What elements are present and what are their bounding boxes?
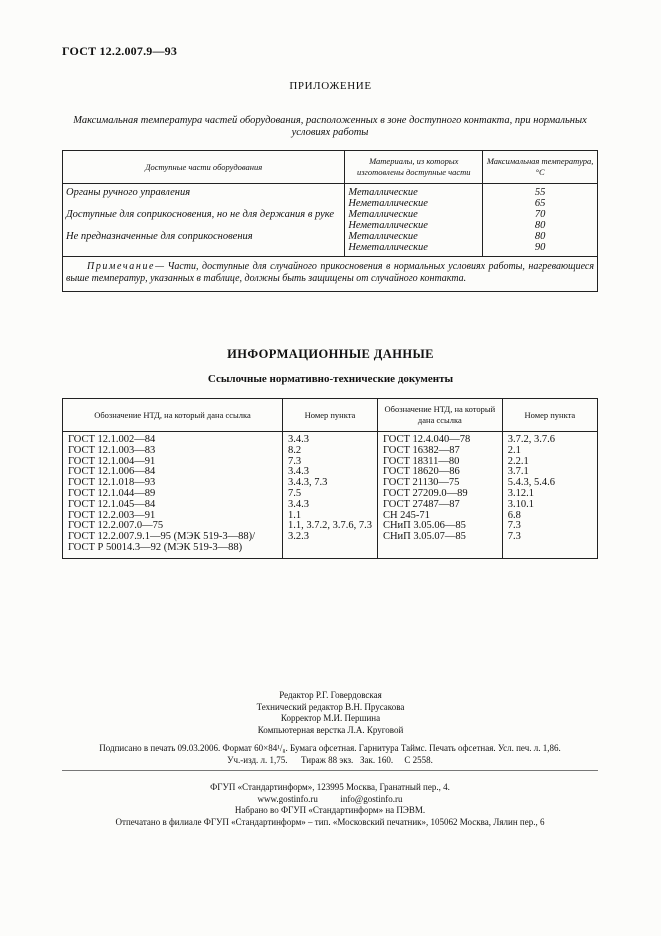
ntd-reference: ГОСТ 12.2.003—91 [68, 509, 156, 521]
material-cell: Неметаллические [348, 198, 428, 209]
appendix-title: ПРИЛОЖЕНИЕ [289, 80, 372, 92]
credit-tech-editor: Технический редактор В.Н. Прусакова [256, 701, 405, 712]
credit-corrector: Корректор М.И. Першина [280, 713, 381, 723]
item-number: 3.10.1 [507, 498, 534, 510]
ntd-reference: ГОСТ 12.1.045—84 [68, 498, 156, 510]
temperature-cell: 70 [534, 209, 546, 220]
footer-address: ФГУП «Стандартинформ», 123995 Москва, Гранатный пер., 4. [210, 782, 450, 792]
note-label: Примечание [87, 261, 156, 272]
temperature-cell: 90 [534, 242, 546, 253]
temperature-cell: 80 [534, 231, 546, 242]
items-right-column [502, 432, 597, 559]
ntd-reference: ГОСТ 27487—87 [382, 498, 460, 510]
publisher-footer [62, 782, 598, 828]
document-code: ГОСТ 12.2.007.9—93 [62, 44, 178, 58]
item-number: 3.7.2, 3.7.6 [507, 434, 555, 445]
ntd-reference: ГОСТ 12.2.007.0—75 [68, 520, 164, 532]
temperature-cell: 55 [534, 187, 546, 198]
item-number: 6.8 [507, 509, 521, 521]
item-number: 2.2.1 [507, 455, 529, 467]
material-cell: Металлические [348, 187, 418, 198]
ntd-reference: ГОСТ 12.1.004—91 [68, 455, 156, 467]
divider [62, 770, 598, 771]
ntd-reference: ГОСТ 21130—75 [382, 477, 460, 489]
material-cell: Металлические [348, 209, 418, 220]
col-header-parts: Доступные части оборудования [63, 151, 345, 184]
item-number: 1.1, 3.7.2, 3.7.6, 7.3 [287, 520, 372, 532]
info-title: ИНФОРМАЦИОННЫЕ ДАННЫЕ [227, 347, 434, 361]
ntd-reference: ГОСТ 12.2.007.9.1—95 (МЭК 519-3—88)/ [68, 531, 255, 543]
item-number: 7.3 [507, 520, 521, 532]
ntd-reference: ГОСТ Р 50014.3—92 (МЭК 519-3—88) [68, 541, 243, 553]
col-header-item-right: Номер пункта [502, 399, 597, 432]
publishing-line-1: Подписано в печать 09.03.2006. Формат 60×84¹/₈. Бумага офсетная. Гарнитура Таймс. Печать офсетная. Усл. печ. л. 1,86. [99, 743, 561, 753]
col-header-item-left: Номер пункта [282, 399, 377, 432]
item-number: 2.1 [507, 444, 521, 456]
col-header-materials: Материалы, из которых изготовлены доступные части [345, 151, 483, 184]
footer-printed: Отпечатано в филиале ФГУП «Стандартинформ» – тип. «Московский печатник», 105062 Москва, Лялин пер., 6 [115, 816, 545, 827]
ntd-reference: ГОСТ 18311—80 [382, 455, 460, 467]
ntd-reference: ГОСТ 12.1.044—89 [68, 487, 156, 499]
ntd-reference: ГОСТ 27209.0—89 [382, 487, 468, 499]
ntd-reference: ГОСТ 18620—86 [382, 466, 460, 478]
credit-editor: Редактор Р.Г. Говердовская [279, 690, 382, 700]
ntd-left-column [63, 432, 283, 559]
items-left-column [282, 432, 377, 559]
ntd-reference: ГОСТ 16382—87 [382, 444, 460, 456]
item-number: 3.2.3 [287, 531, 309, 543]
ntd-reference: СНиП 3.05.07—85 [382, 531, 466, 543]
item-number: 3.7.1 [507, 466, 529, 478]
material-cell: Неметаллические [348, 242, 428, 253]
col-header-ntd-right: Обозначение НТД, на который дана ссылка [377, 399, 502, 432]
item-number: 3.4.3 [287, 498, 309, 510]
table-row-part: Доступные для соприкосновения, но не для держания в руке [66, 209, 335, 220]
ntd-reference: ГОСТ 12.1.018—93 [68, 477, 156, 489]
table-row-part: Не предназначенные для соприкосновения [66, 231, 253, 242]
ntd-reference: СНиП 3.05.06—85 [382, 520, 466, 532]
references-title: Ссылочные нормативно-технические документы [207, 373, 454, 385]
item-number: 3.12.1 [507, 487, 534, 499]
ntd-reference: ГОСТ 12.1.006—84 [68, 466, 156, 478]
temperature-table [62, 150, 598, 292]
item-number: 3.4.3 [287, 466, 309, 478]
credits [0, 690, 661, 736]
item-number: 7.3 [507, 531, 521, 543]
publishing-info [62, 742, 598, 766]
col-header-temperature: Максимальная температура, °С [483, 151, 598, 184]
ntd-reference: ГОСТ 12.1.003—83 [68, 444, 156, 456]
ntd-right-column [377, 432, 502, 559]
footer-links: www.gostinfo.ru info@gostinfo.ru [257, 793, 403, 804]
publishing-line-2: Уч.-изд. л. 1,75. Тираж 88 экз. Зак. 160. С 2558. [227, 755, 433, 765]
ntd-reference: СН 245-71 [382, 509, 430, 521]
references-table [62, 398, 598, 559]
item-number: 8.2 [287, 444, 302, 456]
item-number: 5.4.3, 5.4.6 [507, 477, 555, 489]
table-note [63, 257, 598, 292]
note-text: — Части, доступные для случайного прикосновения в нормальных условиях работы, нагревающиеся выше температур, указанных в таблице, должны быть защищены от случайного контакта. [66, 261, 594, 284]
credit-layout: Компьютерная верстка Л.А. Круговой [257, 724, 404, 735]
item-number: 3.4.3, 7.3 [287, 477, 328, 489]
col-header-ntd-left: Обозначение НТД, на который дана ссылка [63, 399, 283, 432]
appendix-table-caption: Максимальная температура частей оборудования, расположенных в зоне доступного контакта, при нормальных условиях работы [73, 115, 587, 138]
item-number: 7.3 [287, 455, 302, 467]
ntd-reference: ГОСТ 12.4.040—78 [382, 434, 471, 445]
item-number: 7.5 [287, 487, 302, 499]
item-number [288, 543, 372, 554]
item-number: 3.4.3 [287, 434, 309, 445]
material-cell: Металлические [348, 231, 418, 242]
item-number: 1.1 [287, 509, 302, 521]
material-cell: Неметаллические [348, 220, 428, 231]
temperature-cell: 80 [534, 220, 546, 231]
footer-typeset: Набрано во ФГУП «Стандартинформ» на ПЭВМ. [234, 805, 426, 815]
ntd-reference: ГОСТ 12.1.002—84 [68, 434, 156, 445]
table-row-part: Органы ручного управления [66, 187, 191, 198]
temperature-cell: 65 [534, 198, 546, 209]
